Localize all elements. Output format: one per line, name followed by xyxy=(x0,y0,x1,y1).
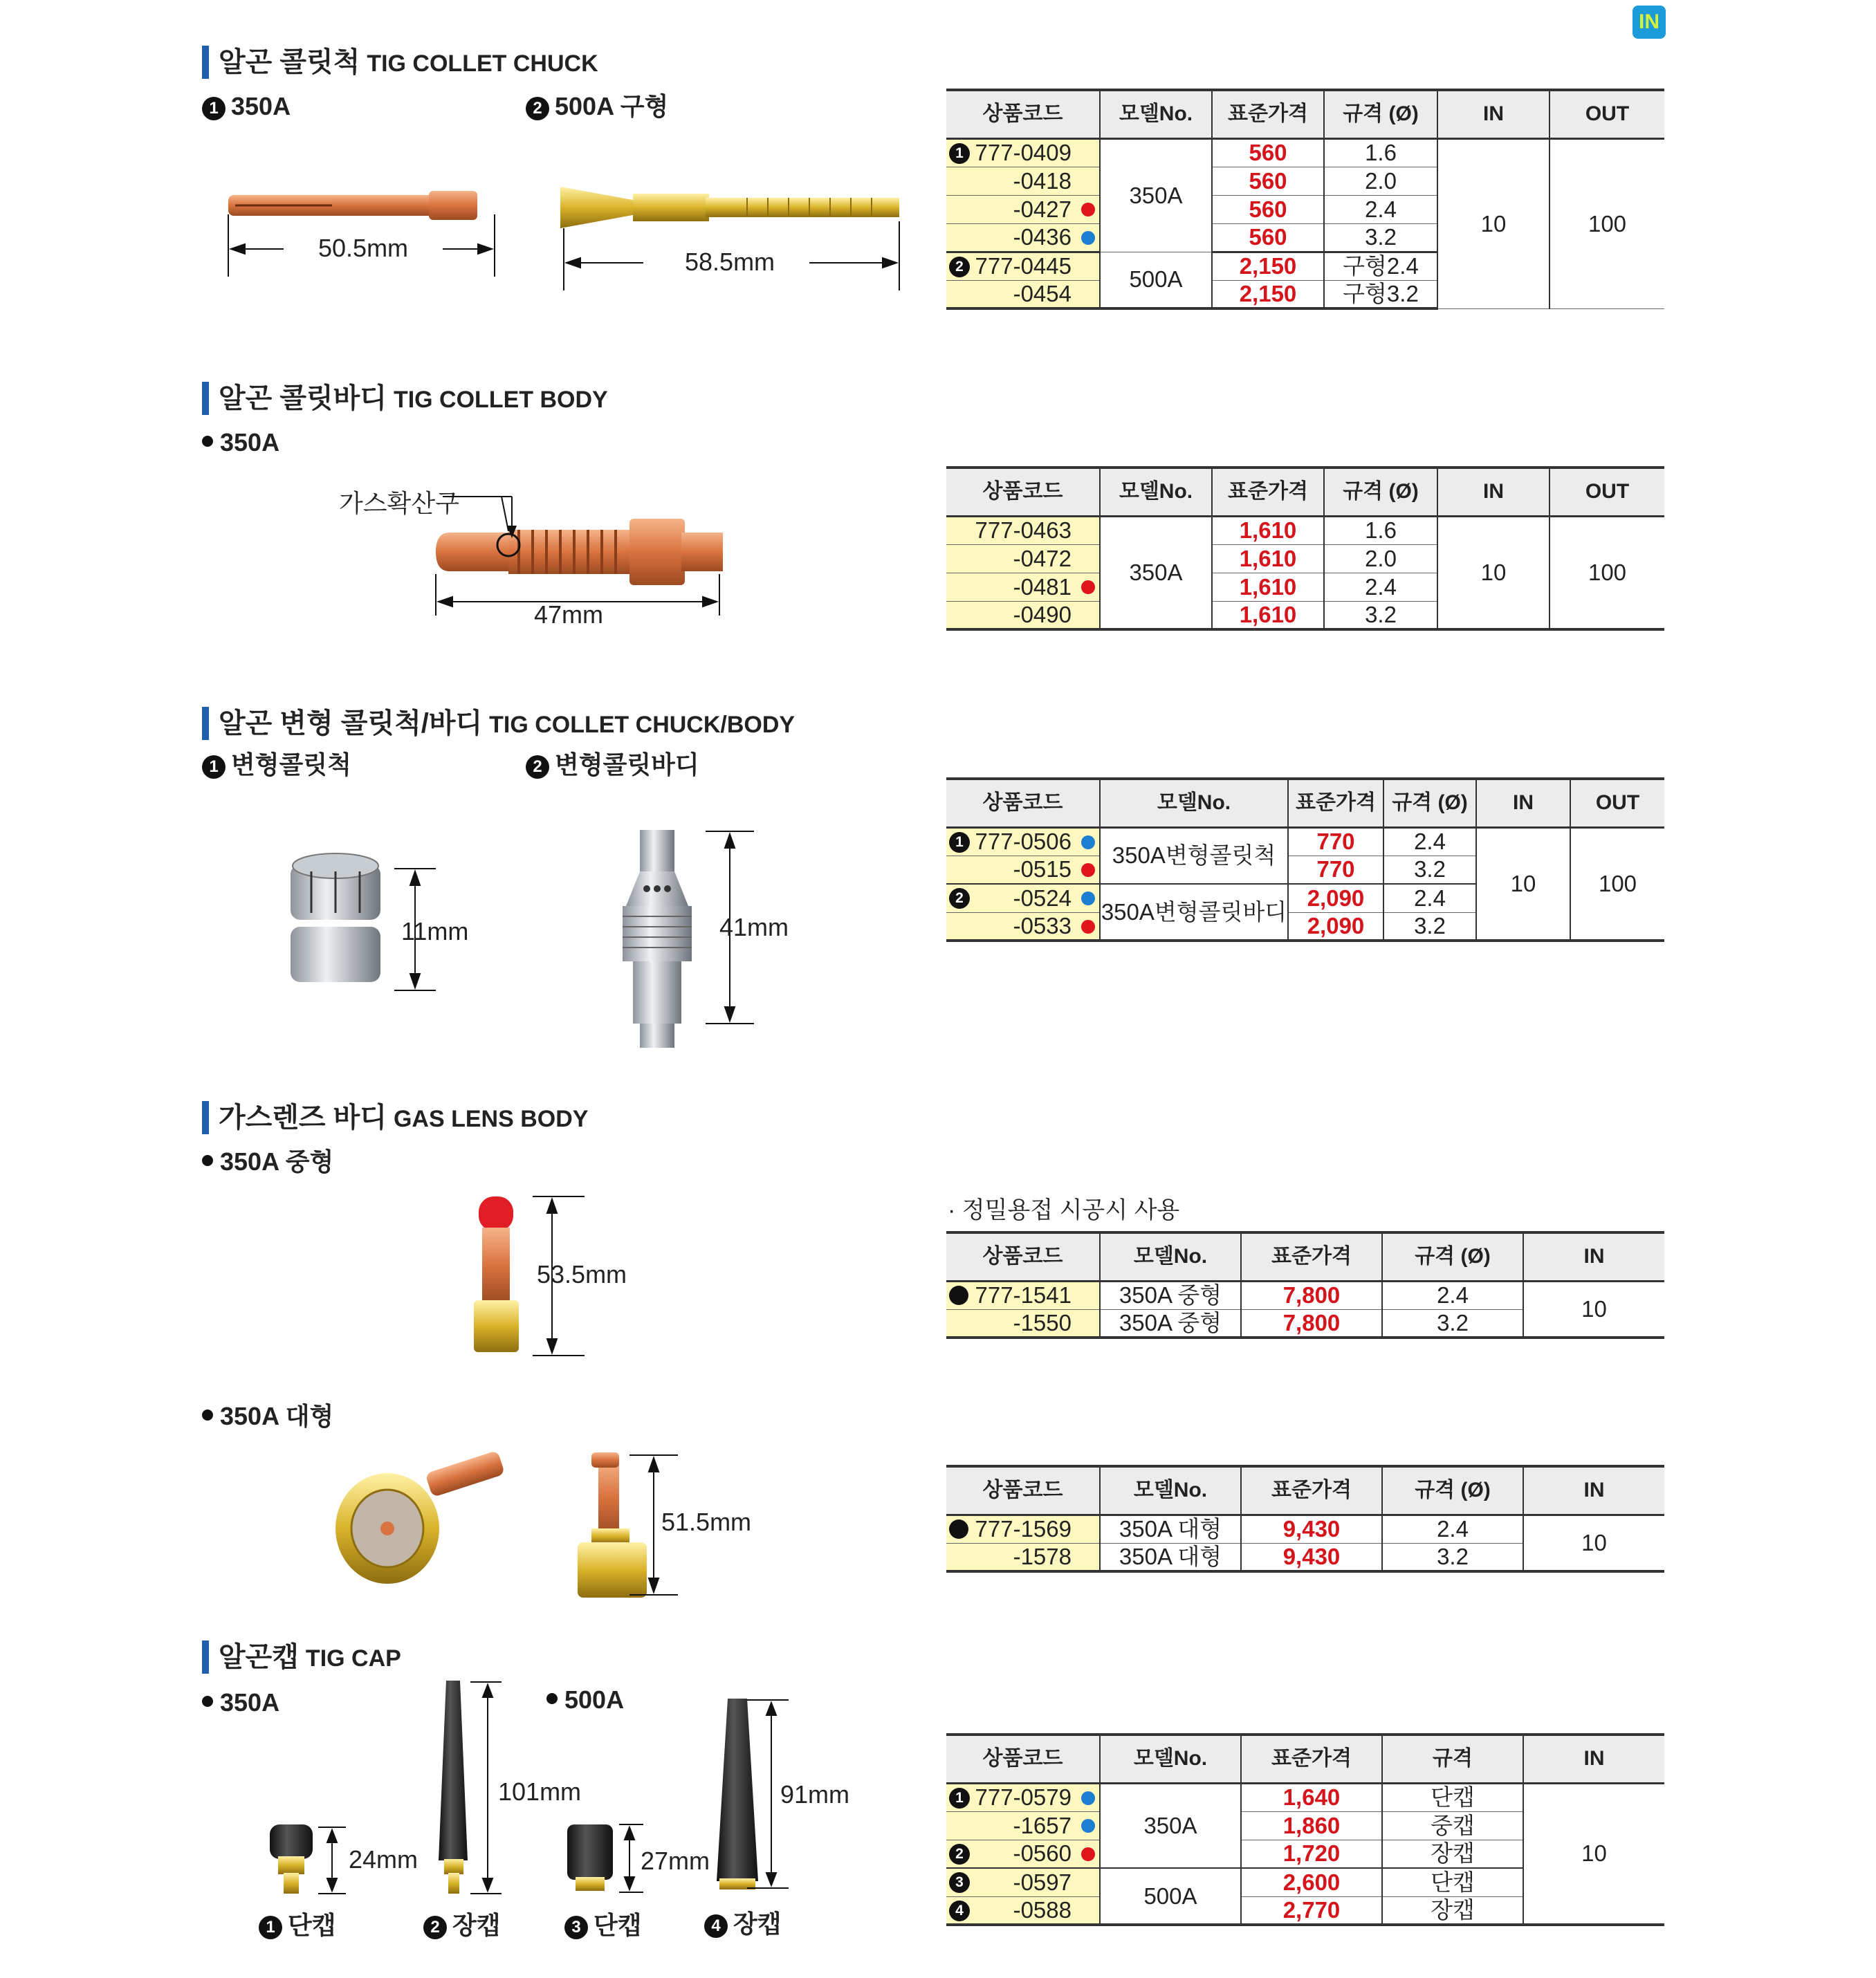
col-header-price: 표준가격 xyxy=(1241,1232,1382,1281)
col-header-spec: 규격 (Ø) xyxy=(1382,1232,1523,1281)
col-header-in: IN xyxy=(1523,1232,1664,1281)
section-title-collet-body xyxy=(202,382,608,415)
title-en: TIG CAP xyxy=(305,1645,401,1672)
table-row: -1550 350A 중형 7,800 3.2 xyxy=(946,1309,1664,1338)
bullet-icon xyxy=(949,1519,968,1539)
subtitle-500a: 500A xyxy=(546,1685,624,1715)
modified-collet-table xyxy=(946,777,1664,942)
table-row: -0454 2,150 구형3.2 xyxy=(946,280,1664,308)
col-header-price: 표준가격 xyxy=(1288,779,1383,827)
col-header-price: 표준가격 xyxy=(1241,1735,1382,1783)
section-title-tig-cap xyxy=(202,1640,401,1674)
col-header-out: OUT xyxy=(1549,468,1664,516)
table-row: 777-1569 350A 대형 9,430 2.4 10 xyxy=(946,1515,1664,1543)
callout-leader xyxy=(443,492,519,541)
brand-logo: IN xyxy=(1633,6,1666,39)
dimension-50-5mm: 50.5mm xyxy=(318,234,409,262)
dimension-58-5mm: 58.5mm xyxy=(685,248,775,276)
blue-dot-icon xyxy=(1081,891,1095,905)
blue-dot-icon xyxy=(1081,1819,1095,1833)
table-row: -0472 1,610 2.0 xyxy=(946,544,1664,573)
col-header-code: 상품코드 xyxy=(946,1232,1100,1281)
col-header-code: 상품코드 xyxy=(946,1466,1100,1515)
col-header-code: 상품코드 xyxy=(946,1735,1100,1783)
col-header-code: 상품코드 xyxy=(946,779,1100,827)
red-dot-icon xyxy=(1081,580,1095,594)
caption-cap-1: 1 단캡 xyxy=(259,1910,336,1941)
title-ko: 알곤 콜릿바디 xyxy=(219,383,387,414)
table-row: 1 777-0506 350A변형콜릿척 770 2.4 10 100 xyxy=(946,827,1664,856)
col-header-model: 모델No. xyxy=(1100,1735,1241,1783)
table-row: 2 777-0445 500A 2,150 구형2.4 xyxy=(946,252,1664,280)
gas-lens-large-table xyxy=(946,1465,1664,1573)
table-row: -0418 560 2.0 xyxy=(946,167,1664,195)
subtitle-350a: 350A xyxy=(202,1688,279,1718)
subtitle-350a-large: 350A 대형 xyxy=(202,1401,333,1432)
red-dot-icon xyxy=(1081,1847,1095,1861)
dimension-47mm: 47mm xyxy=(534,600,604,629)
table-row: 3 -0597 500A 2,600 단캡 xyxy=(946,1868,1664,1896)
col-header-spec: 규격 (Ø) xyxy=(1382,1466,1523,1515)
table-row: -1657 1,860 중캡 xyxy=(946,1811,1664,1840)
gas-lens-mid-table xyxy=(946,1231,1664,1339)
col-header-price: 표준가격 xyxy=(1241,1466,1382,1515)
dimension-101mm: 101mm xyxy=(498,1777,582,1806)
collet-chuck-illustration xyxy=(221,173,913,290)
usage-note: · 정밀용접 시공시 사용 xyxy=(948,1197,1180,1223)
section-title-collet-chuck xyxy=(202,46,598,79)
bullet-icon xyxy=(949,1286,968,1305)
subtitle-350a-mid: 350A 중형 xyxy=(202,1147,333,1177)
subtitle-modified-chuck: 1 변형콜릿척 xyxy=(202,750,351,780)
title-en: TIG COLLET BODY xyxy=(393,387,608,413)
collet-350a-shape xyxy=(228,191,477,220)
col-header-out: OUT xyxy=(1570,779,1664,827)
table-row: -1578 350A 대형 9,430 3.2 xyxy=(946,1543,1664,1571)
dimension-11mm: 11mm xyxy=(401,917,469,945)
blue-dot-icon xyxy=(1081,1791,1095,1805)
blue-dot-icon xyxy=(1081,835,1095,849)
table-row: 777-1541 350A 중형 7,800 2.4 10 xyxy=(946,1281,1664,1309)
red-dot-icon xyxy=(1081,920,1095,934)
col-header-spec: 규격 xyxy=(1382,1735,1523,1783)
title-ko: 알곤 콜릿척 xyxy=(219,47,360,77)
collet-500a-shape xyxy=(560,187,899,228)
col-header-in: IN xyxy=(1523,1466,1664,1515)
dimension-51-5mm: 51.5mm xyxy=(661,1508,752,1536)
col-header-model: 모델No. xyxy=(1100,468,1212,516)
dimension-24mm: 24mm xyxy=(349,1845,419,1874)
table-row: 1 777-0409 350A 560 1.6 10 100 xyxy=(946,138,1664,167)
title-ko: 알곤캡 xyxy=(219,1642,299,1672)
collet-chuck-table xyxy=(946,89,1664,310)
dimension-91mm: 91mm xyxy=(780,1780,850,1809)
table-row: -0515 770 3.2 xyxy=(946,856,1664,884)
red-dot-icon xyxy=(1081,863,1095,877)
gas-lens-large-illustration xyxy=(325,1445,712,1605)
col-header-in: IN xyxy=(1437,90,1549,138)
col-header-code: 상품코드 xyxy=(946,90,1100,138)
col-header-price: 표준가격 xyxy=(1212,90,1324,138)
collet-body-table xyxy=(946,466,1664,631)
title-en: GAS LENS BODY xyxy=(393,1106,589,1132)
table-row: 2 -0560 1,720 장캡 xyxy=(946,1840,1664,1868)
col-header-model: 모델No. xyxy=(1100,779,1288,827)
col-header-in: IN xyxy=(1523,1735,1664,1783)
subtitle-350a: 350A xyxy=(202,427,279,458)
subtitle-500a-old: 2 500A 구형 xyxy=(526,91,668,122)
dimension-27mm: 27mm xyxy=(641,1847,710,1875)
callout-gas-diffuser: 가스확산구 xyxy=(339,489,459,517)
subtitle-modified-body: 2 변형콜릿바디 xyxy=(526,750,699,780)
col-header-spec: 규격 (Ø) xyxy=(1324,468,1437,516)
subtitle-350a: 1 350A xyxy=(202,91,291,122)
table-row: -0436 560 3.2 xyxy=(946,223,1664,252)
title-en: TIG COLLET CHUCK xyxy=(367,50,598,77)
caption-cap-2: 2 장캡 xyxy=(423,1910,501,1941)
table-row: -0490 1,610 3.2 xyxy=(946,601,1664,629)
dimension-53-5mm: 53.5mm xyxy=(537,1260,627,1288)
table-row: 4 -0588 2,770 장캡 xyxy=(946,1896,1664,1925)
section-title-gas-lens xyxy=(202,1101,588,1134)
col-header-spec: 규격 (Ø) xyxy=(1324,90,1437,138)
modified-chuck-illustration xyxy=(277,823,457,1003)
title-ko: 알곤 변형 콜릿척/바디 xyxy=(219,708,483,739)
section-title-modified-collet xyxy=(202,707,795,740)
col-header-model: 모델No. xyxy=(1100,1232,1241,1281)
table-row: 1 777-0579 350A 1,640 단캡 10 xyxy=(946,1783,1664,1811)
table-row: 2 -0524 350A변형콜릿바디 2,090 2.4 xyxy=(946,884,1664,912)
col-header-code: 상품코드 xyxy=(946,468,1100,516)
col-header-price: 표준가격 xyxy=(1212,468,1324,516)
tig-cap-table xyxy=(946,1733,1664,1926)
col-header-out: OUT xyxy=(1549,90,1664,138)
col-header-model: 모델No. xyxy=(1100,90,1212,138)
caption-cap-3: 3 단캡 xyxy=(564,1910,642,1941)
table-row: -0481 1,610 2.4 xyxy=(946,573,1664,601)
table-row: -0427 560 2.4 xyxy=(946,195,1664,223)
title-ko: 가스렌즈 바디 xyxy=(219,1102,387,1133)
table-row: -0533 2,090 3.2 xyxy=(946,912,1664,941)
title-en: TIG COLLET CHUCK/BODY xyxy=(489,712,796,738)
dimension-41mm: 41mm xyxy=(719,913,789,941)
table-row: 777-0463 350A 1,610 1.6 10 100 xyxy=(946,516,1664,544)
blue-dot-icon xyxy=(1081,231,1095,245)
col-header-in: IN xyxy=(1476,779,1570,827)
col-header-in: IN xyxy=(1437,468,1549,516)
col-header-spec: 규격 (Ø) xyxy=(1383,779,1476,827)
col-header-model: 모델No. xyxy=(1100,1466,1241,1515)
caption-cap-4: 4 장캡 xyxy=(704,1909,782,1939)
red-dot-icon xyxy=(1081,203,1095,216)
